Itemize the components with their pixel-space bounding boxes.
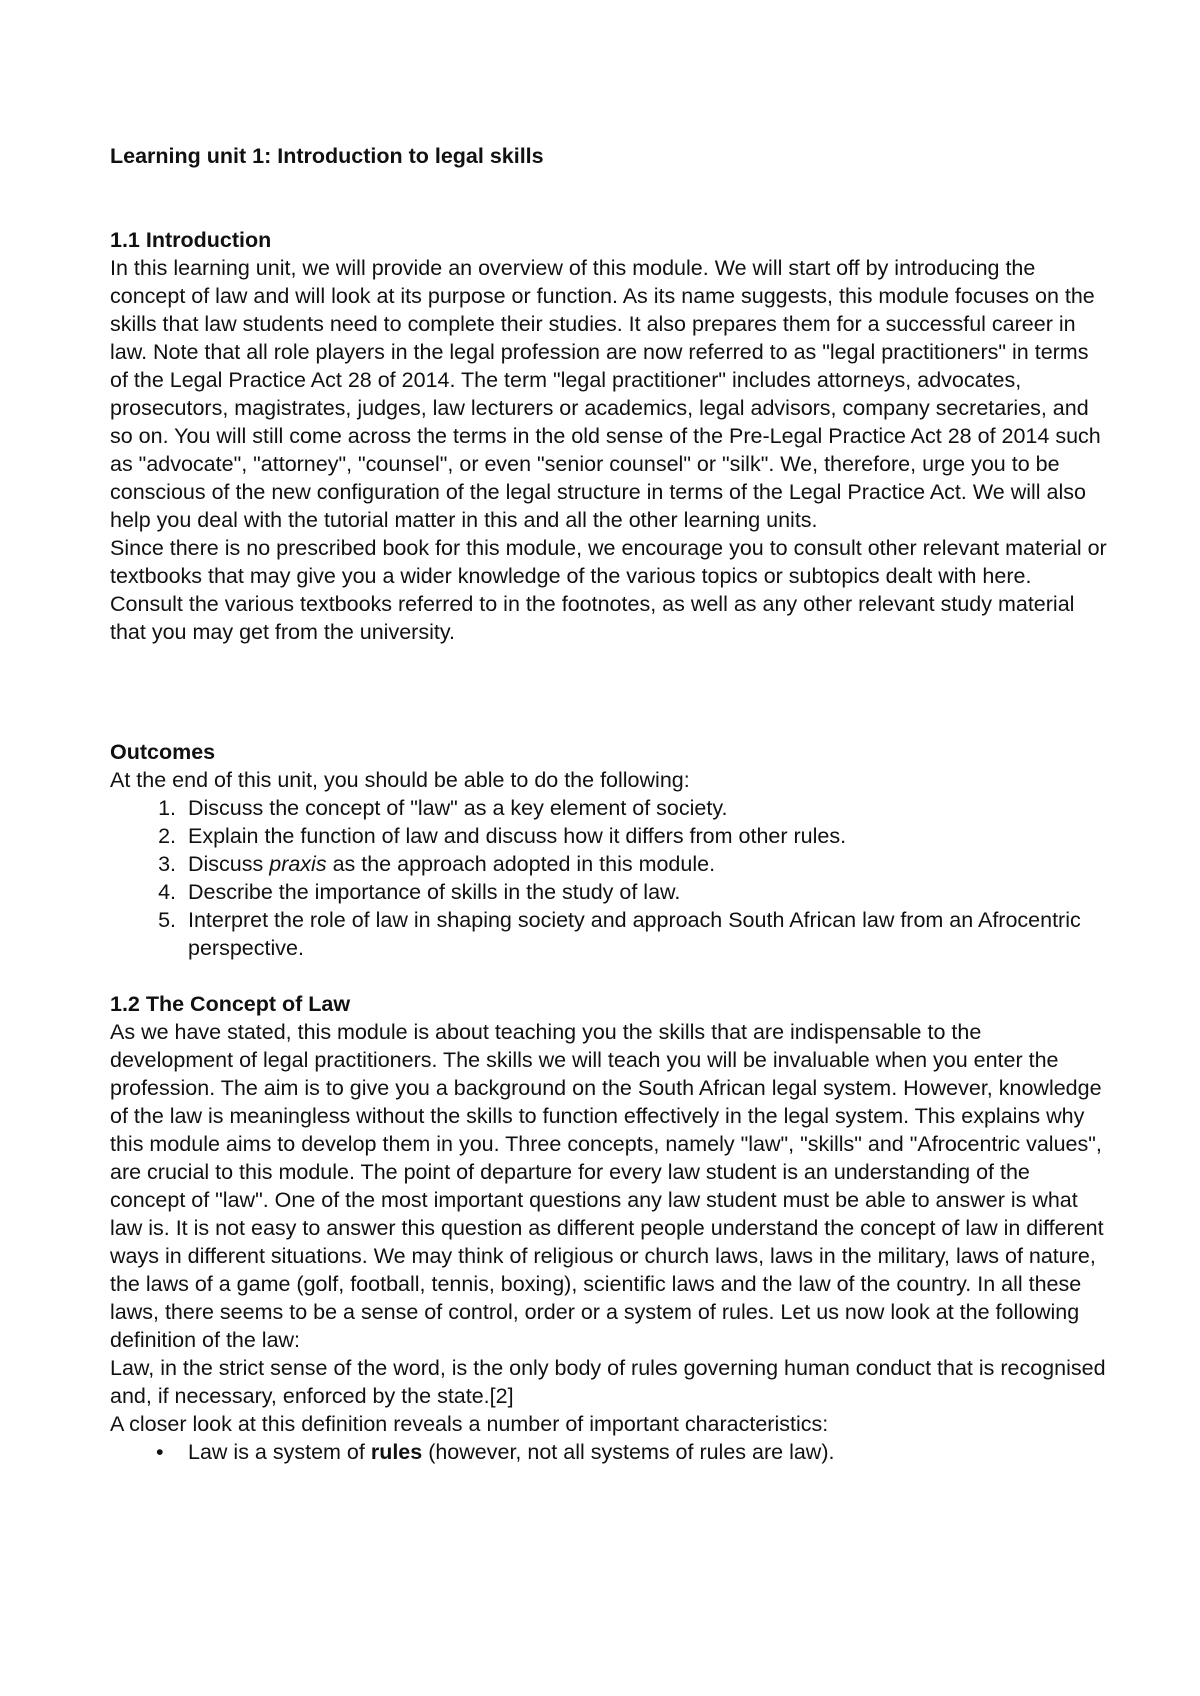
emphasis-praxis: praxis [269,852,327,876]
bold-rules: rules [370,1440,423,1464]
list-item: 2. Explain the function of law and discuss how it differs from other rules. [182,822,1110,850]
document-page [110,142,1110,1466]
outcomes-list [110,794,1110,962]
list-item [182,1438,1110,1466]
list-item-text: Law is a system of [188,1440,371,1464]
section-outcomes [110,738,1110,962]
unit-title: Learning unit 1: Introduction to legal skills [110,144,544,168]
list-item: 1. Discuss the concept of "law" as a key element of society. [182,794,1110,822]
list-item-text: Discuss [188,852,270,876]
list-item [182,850,1110,878]
section-concept-of-law [110,990,1110,1466]
law-definition: Law, in the strict sense of the word, is the only body of rules governing human conduct that is recognised and, if necessary, enforced by the state.[2] [110,1356,1106,1408]
characteristics-lead: A closer look at this definition reveals a number of important characteristics: [110,1412,829,1436]
list-item: 4. Describe the importance of skills in the study of law. [182,878,1110,906]
section-introduction [110,226,1110,646]
section-heading-outcomes: Outcomes [110,740,216,764]
section-heading-introduction: 1.1 Introduction [110,228,272,252]
spacer [110,962,1110,990]
concept-paragraph: As we have stated, this module is about teaching you the skills that are indispensable to the development of legal practitioners. The skills we will teach you will be invaluable when you enter the profession. The aim is to give you a background on the South African legal system. However, knowledge of the law is meaningless without the skills to function effectively in the legal system. This explains why this module aims to develop them in you. Three concepts, namely "law", "skills" and "Afrocentric values", are crucial to this module. The point of departure for every law student is an understanding of the concept of "law". One of the most important questions any law student must be able to answer is what law is. It is not easy to answer this question as different people understand the concept of law in different ways in different situations. We may think of religious or church laws, laws in the military, laws of nature, the laws of a game (golf, football, tennis, boxing), scientific laws and the law of the country. In all these laws, there seems to be a sense of control, order or a system of rules. Let us now look at the following definition of the law: [110,1020,1104,1352]
list-item-text: as the approach adopted in this module. [326,852,716,876]
intro-paragraph: In this learning unit, we will provide an overview of this module. We will start off by introducing the concept of law and will look at its purpose or function. As its name suggests, this module focuses on the skills that law students need to complete their studies. It also prepares them for a successful career in law. Note that all role players in the legal profession are now referred to as "legal practitioners" in terms of the Legal Practice Act 28 of 2014. The term "legal practitioner" includes attorneys, advocates, prosecutors, magistrates, judges, law lecturers or academics, legal advisors, company secretaries, and so on. You will still come across the terms in the old sense of the Pre-Legal Practice Act 28 of 2014 such as "advocate", "attorney", "counsel", or even "senior counsel" or "silk". We, therefore, urge you to be conscious of the new configuration of the legal structure in terms of the Legal Practice Act. We will also help you deal with the tutorial matter in this and all the other learning units. [110,256,1101,532]
intro-paragraph: Since there is no prescribed book for this module, we encourage you to consult other relevant material or textbooks that may give you a wider knowledge of the various topics or subtopics dealt with here. Consult the various textbooks referred to in the footnotes, as well as any other relevant study material that you may get from the university. [110,536,1107,644]
spacer [110,646,1110,738]
list-item-text: (however, not all systems of rules are law). [422,1440,835,1464]
outcomes-lead: At the end of this unit, you should be able to do the following: [110,768,690,792]
list-item: 5. Interpret the role of law in shaping society and approach South African law from an Afrocentric perspective. [182,906,1110,962]
section-heading-concept-of-law: 1.2 The Concept of Law [110,992,351,1016]
characteristics-list [110,1438,1110,1466]
